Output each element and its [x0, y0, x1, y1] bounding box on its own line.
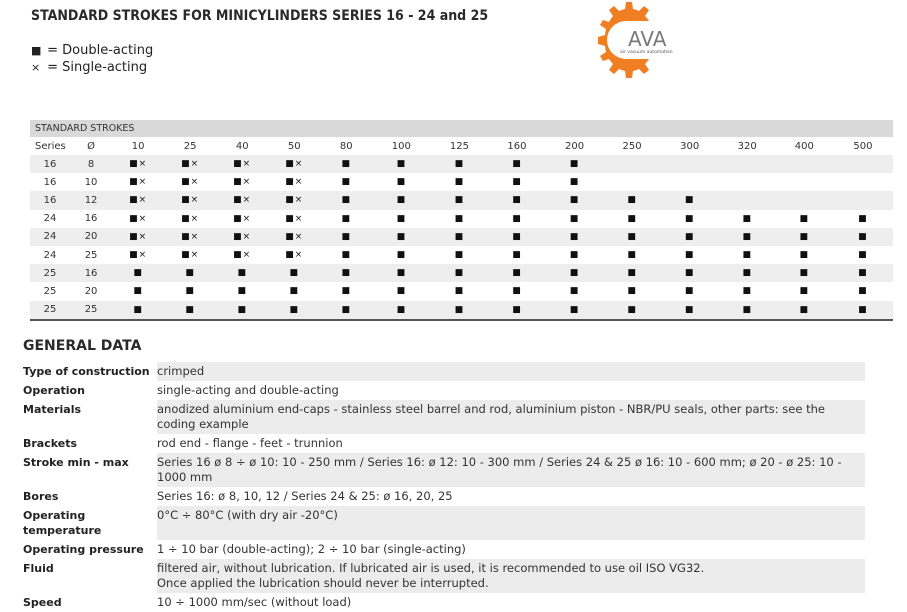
stroke-availability-cell: ■ — [512, 213, 522, 224]
stroke-availability-cell — [661, 173, 719, 191]
stroke-header-125: 125 — [449, 140, 469, 152]
single-acting-symbol: × — [31, 61, 41, 74]
general-data-value — [157, 593, 865, 612]
general-data-row — [23, 506, 865, 540]
stroke-availability-cell: ■ — [512, 177, 522, 188]
stroke-availability-cell: ■ — [372, 191, 430, 209]
general-data-value — [157, 559, 865, 593]
stroke-availability-cell: ■ — [320, 155, 372, 173]
stroke-availability-cell: ■ — [164, 264, 216, 282]
double-acting-text: = Double-acting — [47, 43, 154, 58]
stroke-availability-cell — [604, 173, 661, 191]
stroke-availability-cell: ■ — [164, 301, 216, 320]
general-data-value — [157, 400, 865, 434]
stroke-availability-cell: ■ — [488, 264, 545, 282]
stroke-availability-cell: ■ — [604, 228, 661, 246]
bore-cell: 12 — [70, 191, 112, 209]
stroke-availability-cell: ■ — [569, 286, 580, 297]
stroke-availability-cell: ■ — [833, 301, 893, 320]
stroke-availability-cell: ■ — [546, 155, 604, 173]
series-cell: 24 — [30, 228, 70, 246]
stroke-availability-cell: ■ — [396, 286, 407, 297]
stroke-availability-cell: ■× — [216, 155, 268, 173]
stroke-availability-cell: ■× — [164, 191, 216, 209]
stroke-availability-cell: ■ — [454, 213, 465, 224]
stroke-availability-cell: ■× — [181, 177, 200, 188]
stroke-availability-cell: ■ — [341, 286, 352, 297]
general-data-value-line: anodized aluminium end-caps - stainless steel barrel and rod, aluminium piston - NBR/PU seals, other parts: see the coding example — [157, 402, 825, 431]
stroke-availability-cell: ■ — [430, 191, 488, 209]
stroke-availability-cell: ■ — [112, 301, 164, 320]
stroke-header-500: 500 — [853, 140, 873, 152]
stroke-availability-cell: ■× — [181, 250, 200, 261]
table-row — [30, 301, 893, 320]
stroke-header-300: 300 — [680, 140, 700, 152]
stroke-availability-cell: ■ — [133, 286, 143, 297]
table-row — [30, 210, 893, 228]
table-row — [30, 173, 893, 191]
stroke-availability-cell — [719, 173, 776, 191]
stroke-availability-cell: ■ — [719, 228, 776, 246]
stroke-availability-cell: ■ — [320, 264, 372, 282]
stroke-availability-cell: ■ — [799, 250, 810, 261]
stroke-availability-cell: ■ — [112, 264, 164, 282]
general-data-row — [23, 434, 865, 453]
table-row — [30, 264, 893, 282]
series-cell: 16 — [43, 176, 57, 188]
stroke-availability-cell: ■ — [661, 228, 719, 246]
stroke-availability-cell: ■ — [858, 286, 868, 297]
stroke-availability-cell: ■ — [546, 228, 604, 246]
general-data-value-line: 0°C ÷ 80°C (with dry air -20°C) — [157, 508, 338, 522]
stroke-availability-cell: ■× — [164, 155, 216, 173]
stroke-availability-cell: ■ — [742, 286, 752, 297]
stroke-availability-cell: ■ — [569, 213, 580, 224]
stroke-availability-cell: ■× — [216, 228, 268, 246]
double-acting-symbol: ■ — [31, 44, 42, 57]
stroke-availability-cell — [604, 155, 661, 173]
general-data-value-line: rod end - flange - feet - trunnion — [157, 436, 343, 450]
stroke-availability-cell: ■× — [164, 228, 216, 246]
stroke-availability-cell: ■ — [320, 191, 372, 209]
stroke-availability-cell — [719, 191, 776, 209]
stroke-availability-cell: ■ — [742, 213, 752, 224]
stroke-availability-cell: ■× — [129, 250, 148, 261]
stroke-availability-cell: ■× — [112, 155, 164, 173]
stroke-availability-cell: ■ — [488, 301, 545, 320]
stroke-availability-cell — [833, 173, 893, 191]
stroke-availability-cell: ■ — [320, 301, 372, 320]
stroke-availability-cell: ■ — [684, 213, 695, 224]
bore-cell: 25 — [84, 249, 98, 261]
stroke-header-160: 160 — [507, 140, 527, 152]
stroke-availability-cell — [719, 155, 776, 173]
bore-cell: 20 — [70, 228, 112, 246]
stroke-availability-cell: ■ — [742, 250, 752, 261]
stroke-availability-cell: ■ — [216, 301, 268, 320]
stroke-availability-cell: ■ — [799, 286, 810, 297]
general-data-value — [157, 381, 865, 400]
stroke-availability-cell — [833, 191, 893, 209]
stroke-availability-cell: ■ — [604, 191, 661, 209]
stroke-availability-cell: ■ — [604, 301, 661, 320]
general-data-row — [23, 453, 865, 487]
stroke-availability-cell: ■ — [604, 264, 661, 282]
table-row — [30, 191, 893, 209]
series-cell: 25 — [30, 301, 70, 320]
general-data-label: Fluid — [23, 562, 54, 575]
stroke-availability-cell: ■ — [289, 286, 299, 297]
general-data-value — [157, 453, 865, 487]
stroke-availability-cell: ■ — [430, 228, 488, 246]
stroke-availability-cell: ■ — [512, 250, 522, 261]
stroke-availability-cell: ■× — [181, 213, 200, 224]
general-data-row — [23, 487, 865, 506]
stroke-header-50: 50 — [287, 140, 301, 152]
general-data-row — [23, 593, 865, 612]
legend-double-acting — [31, 43, 153, 58]
stroke-availability-cell: ■× — [268, 155, 320, 173]
logo-letters: AVA — [628, 27, 667, 51]
general-data-title: GENERAL DATA — [23, 338, 142, 354]
strokes-grid — [30, 137, 893, 321]
stroke-availability-cell: ■ — [799, 213, 810, 224]
stroke-header-40: 40 — [235, 140, 249, 152]
stroke-availability-cell: ■× — [112, 228, 164, 246]
general-data-label: Bores — [23, 490, 59, 503]
bore-cell: 20 — [84, 285, 98, 297]
table-row — [30, 228, 893, 246]
stroke-availability-cell: ■× — [268, 191, 320, 209]
bore-cell: 10 — [84, 176, 98, 188]
general-data-label: Speed — [23, 596, 62, 609]
general-data-value-line: single-acting and double-acting — [157, 383, 339, 397]
table-row — [30, 282, 893, 300]
series-cell: 25 — [30, 264, 70, 282]
stroke-availability-cell: ■ — [454, 286, 465, 297]
general-data-row — [23, 400, 865, 434]
stroke-availability-cell — [776, 191, 833, 209]
general-data-row — [23, 362, 865, 381]
general-data-value — [157, 362, 865, 381]
strokes-header-row — [30, 137, 893, 155]
stroke-availability-cell: ■ — [430, 264, 488, 282]
stroke-availability-cell: ■× — [129, 213, 148, 224]
general-data-list — [23, 362, 865, 612]
stroke-availability-cell: ■ — [684, 250, 695, 261]
series-cell: 24 — [43, 213, 57, 225]
general-data-label: Stroke min - max — [23, 456, 129, 469]
bore-cell: 25 — [70, 301, 112, 320]
general-data-value-line: Series 16: ø 8, 10, 12 / Series 24 & 25: ø 16, 20, 25 — [157, 489, 453, 503]
general-data-value-line: filtered air, without lubrication. If lubricated air is used, it is recommended to use oil ISO VG32. — [157, 561, 705, 575]
stroke-availability-cell: ■ — [320, 228, 372, 246]
stroke-availability-cell: ■ — [430, 155, 488, 173]
general-data-label: Operating temperature — [23, 509, 102, 537]
general-data-row — [23, 540, 865, 559]
stroke-availability-cell — [776, 155, 833, 173]
general-data-value-line: 1 ÷ 10 bar (double-acting); 2 ÷ 10 bar (single-acting) — [157, 542, 466, 556]
stroke-availability-cell: ■ — [661, 264, 719, 282]
stroke-availability-cell: ■ — [569, 250, 580, 261]
stroke-availability-cell — [661, 155, 719, 173]
single-acting-text: = Single-acting — [47, 60, 148, 75]
stroke-header-25: 25 — [183, 140, 197, 152]
stroke-availability-cell: ■ — [341, 177, 352, 188]
stroke-header-200: 200 — [564, 140, 585, 152]
general-data-value — [157, 487, 865, 506]
stroke-availability-cell: ■ — [396, 177, 407, 188]
stroke-availability-cell: ■ — [684, 286, 695, 297]
stroke-availability-cell: ■ — [858, 213, 868, 224]
series-cell: 16 — [30, 155, 70, 173]
ava-logo — [596, 0, 686, 80]
logo-tagline: air vacuum automation — [620, 50, 673, 55]
stroke-availability-cell: ■ — [488, 228, 545, 246]
bore-cell: 16 — [70, 264, 112, 282]
stroke-availability-cell: ■ — [268, 264, 320, 282]
stroke-availability-cell: ■ — [661, 301, 719, 320]
stroke-availability-cell: ■ — [627, 286, 637, 297]
stroke-availability-cell: ■ — [776, 264, 833, 282]
stroke-availability-cell: ■ — [627, 250, 637, 261]
stroke-availability-cell: ■ — [372, 155, 430, 173]
stroke-availability-cell: ■ — [372, 264, 430, 282]
stroke-availability-cell: ■ — [546, 301, 604, 320]
general-data-label: Type of construction — [23, 365, 150, 378]
general-data-value — [157, 540, 865, 559]
stroke-availability-cell: ■× — [285, 213, 304, 224]
stroke-availability-cell: ■ — [454, 250, 465, 261]
stroke-availability-cell: ■ — [719, 301, 776, 320]
strokes-table-header: STANDARD STROKES — [30, 120, 893, 137]
stroke-availability-cell: ■ — [372, 301, 430, 320]
bore-cell: 8 — [70, 155, 112, 173]
stroke-availability-cell: ■ — [372, 228, 430, 246]
general-data-row — [23, 559, 865, 593]
stroke-availability-cell: ■× — [216, 191, 268, 209]
table-row — [30, 155, 893, 173]
stroke-availability-cell: ■× — [233, 177, 252, 188]
general-data-value — [157, 506, 865, 540]
general-data-label: Brackets — [23, 437, 78, 450]
stroke-availability-cell: ■× — [129, 177, 148, 188]
series-cell: 16 — [30, 191, 70, 209]
stroke-availability-cell: ■ — [719, 264, 776, 282]
stroke-availability-cell: ■ — [546, 264, 604, 282]
stroke-header-80: 80 — [339, 140, 353, 152]
general-data-value — [157, 434, 865, 453]
general-data-value-line: crimped — [157, 364, 205, 378]
col-bore-header: Ø — [87, 140, 95, 152]
stroke-header-250: 250 — [622, 140, 642, 152]
standard-strokes-table — [30, 120, 893, 321]
stroke-availability-cell: ■ — [661, 191, 719, 209]
stroke-availability-cell: ■ — [488, 155, 545, 173]
stroke-availability-cell: ■ — [341, 213, 352, 224]
stroke-availability-cell: ■ — [833, 264, 893, 282]
stroke-availability-cell: ■ — [512, 286, 522, 297]
stroke-availability-cell: ■ — [396, 250, 407, 261]
stroke-availability-cell: ■ — [776, 301, 833, 320]
gear-logo-icon — [596, 0, 686, 80]
general-data-value-line: 10 ÷ 1000 mm/sec (without load) — [157, 595, 352, 609]
general-data-value-line: Series 16 ø 8 ÷ ø 10: 10 - 250 mm / Series 16: ø 12: 10 - 300 mm / Series 24 & 25 ø 16: 10 - 600 mm; ø 20 - ø 25: 10 - 1000 mm — [157, 455, 842, 484]
general-data-value-line: Once applied the lubrication should never be interrupted. — [157, 576, 489, 590]
stroke-availability-cell: ■× — [285, 250, 304, 261]
stroke-availability-cell: ■ — [185, 286, 195, 297]
general-data-row — [23, 381, 865, 400]
stroke-availability-cell: ■× — [268, 228, 320, 246]
bore-cell: 16 — [84, 213, 98, 225]
stroke-header-320: 320 — [737, 140, 757, 152]
general-data-label: Operation — [23, 384, 85, 397]
general-data-label: Operating pressure — [23, 543, 144, 556]
stroke-availability-cell: ■ — [776, 228, 833, 246]
stroke-availability-cell: ■ — [833, 228, 893, 246]
stroke-availability-cell: ■ — [268, 301, 320, 320]
stroke-availability-cell: ■ — [216, 264, 268, 282]
stroke-availability-cell: ■ — [454, 177, 465, 188]
stroke-availability-cell: ■× — [233, 213, 252, 224]
stroke-availability-cell: ■ — [341, 250, 352, 261]
stroke-availability-cell: ■ — [488, 191, 545, 209]
general-data-label: Materials — [23, 403, 82, 416]
stroke-availability-cell: ■× — [233, 250, 252, 261]
stroke-availability-cell: ■ — [627, 213, 637, 224]
series-cell: 25 — [43, 285, 57, 297]
stroke-availability-cell: ■ — [396, 213, 407, 224]
stroke-header-10: 10 — [131, 140, 145, 152]
stroke-availability-cell: ■× — [112, 191, 164, 209]
stroke-availability-cell — [833, 155, 893, 173]
stroke-availability-cell: ■× — [285, 177, 304, 188]
stroke-header-400: 400 — [794, 140, 814, 152]
stroke-availability-cell: ■ — [430, 301, 488, 320]
stroke-availability-cell: ■ — [858, 250, 868, 261]
stroke-availability-cell: ■ — [546, 191, 604, 209]
stroke-availability-cell: ■ — [569, 177, 580, 188]
series-cell: 24 — [43, 249, 57, 261]
table-row — [30, 246, 893, 264]
col-series-header: Series — [35, 140, 66, 152]
stroke-header-100: 100 — [391, 140, 411, 152]
stroke-availability-cell: ■ — [237, 286, 247, 297]
legend-single-acting — [31, 60, 147, 75]
stroke-availability-cell — [776, 173, 833, 191]
page-title: STANDARD STROKES FOR MINICYLINDERS SERIES 16 - 24 and 25 — [31, 8, 489, 24]
